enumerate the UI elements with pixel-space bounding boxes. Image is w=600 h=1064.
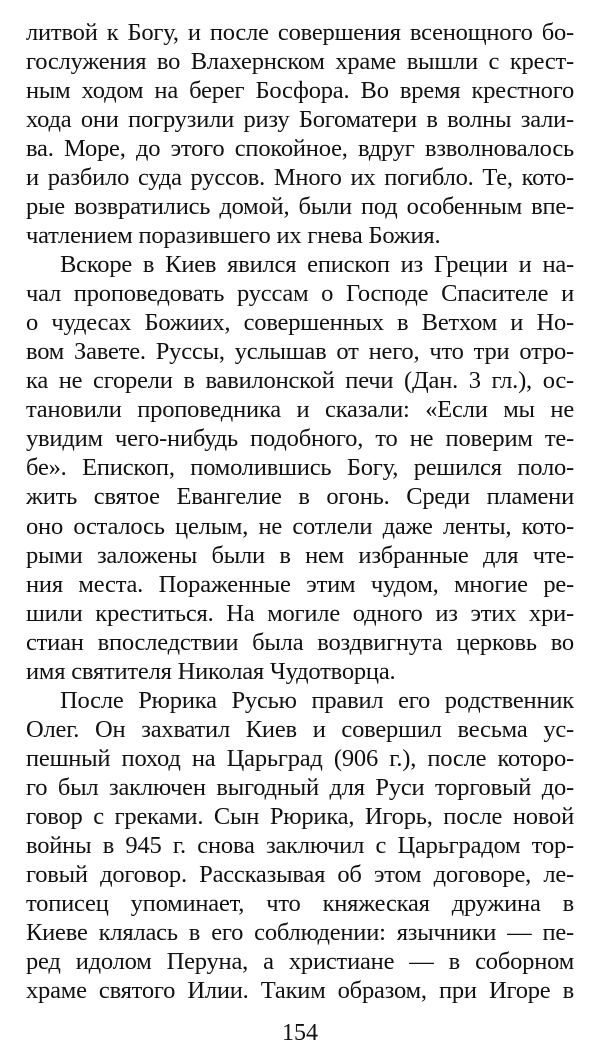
text-line: говор с греками. Сын Рюрика, Игорь, после новой — [26, 802, 574, 830]
text-line: После Рюрика Русью правил его родственник — [60, 686, 574, 714]
text-line: и разбило суда руссов. Много их погибло. Те, кото- — [26, 164, 574, 192]
text-line: храме святого Илии. Таким образом, при Игоре в — [26, 976, 574, 1004]
text-line: вом Завете. Руссы, услышав от него, что три отро- — [26, 338, 574, 366]
text-line: жить святое Евангелие в огонь. Среди пламени — [26, 483, 574, 511]
text-line: Вскоре в Киев явился епископ из Греции и на- — [60, 251, 574, 279]
text-line: хода они погрузили ризу Богоматери в волны зали- — [26, 106, 574, 134]
text-line: ка не сгорели в вавилонской печи (Дан. 3 гл.), ос- — [26, 367, 574, 395]
text-line: ред идолом Перуна, а христиане — в соборном — [26, 947, 574, 975]
text-line: стиан впоследствии была воздвигнута церковь во — [26, 628, 574, 656]
text-line: литвой к Богу, и после совершения всенощного бо- — [26, 19, 574, 46]
text-line: имя святителя Николая Чудотворца. — [26, 657, 396, 685]
text-line: тановили проповедника и сказали: «Если мы не — [26, 396, 574, 424]
text-line: рые возвратились домой, были под особенным впе- — [26, 193, 574, 221]
text-line: войны в 945 г. снова заключил с Царьградом тор- — [26, 831, 574, 859]
text-line: увидим чего-нибудь подобного, то не поверим те- — [26, 425, 574, 453]
text-line: о чудесах Божиих, совершенных в Ветхом и Но- — [26, 309, 574, 337]
text-line: ным ходом на берег Босфора. Во время крестного — [26, 77, 574, 105]
text-line: чатлением поразившего их гнева Божия. — [26, 222, 441, 250]
text-line: рыми заложены были в нем избранные для чте- — [26, 541, 574, 569]
text-line: оно осталось целым, не сотлели даже ленты, кото- — [26, 512, 574, 540]
text-line: шили креститься. На могиле одного из этих хри- — [26, 599, 574, 627]
text-line: Олег. Он захватил Киев и совершил весьма ус- — [26, 715, 574, 743]
text-line: говый договор. Рассказывая об этом договоре, ле- — [26, 860, 574, 888]
page-number: 154 — [282, 1020, 318, 1046]
text-line: гослужения во Влахернском храме вышли с крест- — [26, 48, 574, 76]
text-line: тописец упоминает, что княжеская дружина в — [26, 889, 574, 917]
text-line: чал проповедовать руссам о Господе Спасителе и — [26, 280, 574, 308]
text-line: ва. Море, до этого спокойное, вдруг взволновалось — [26, 135, 574, 163]
text-line: Киеве клялась в его соблюдении: язычники — пе- — [26, 918, 574, 946]
text-line: пешный поход на Царьград (906 г.), после которо- — [26, 744, 574, 772]
text-line: бе». Епископ, помолившись Богу, решился поло- — [26, 454, 574, 482]
text-line: ния места. Пораженные этим чудом, многие ре- — [26, 570, 574, 598]
text-line: го был заключен выгодный для Руси торговый до- — [26, 773, 574, 801]
